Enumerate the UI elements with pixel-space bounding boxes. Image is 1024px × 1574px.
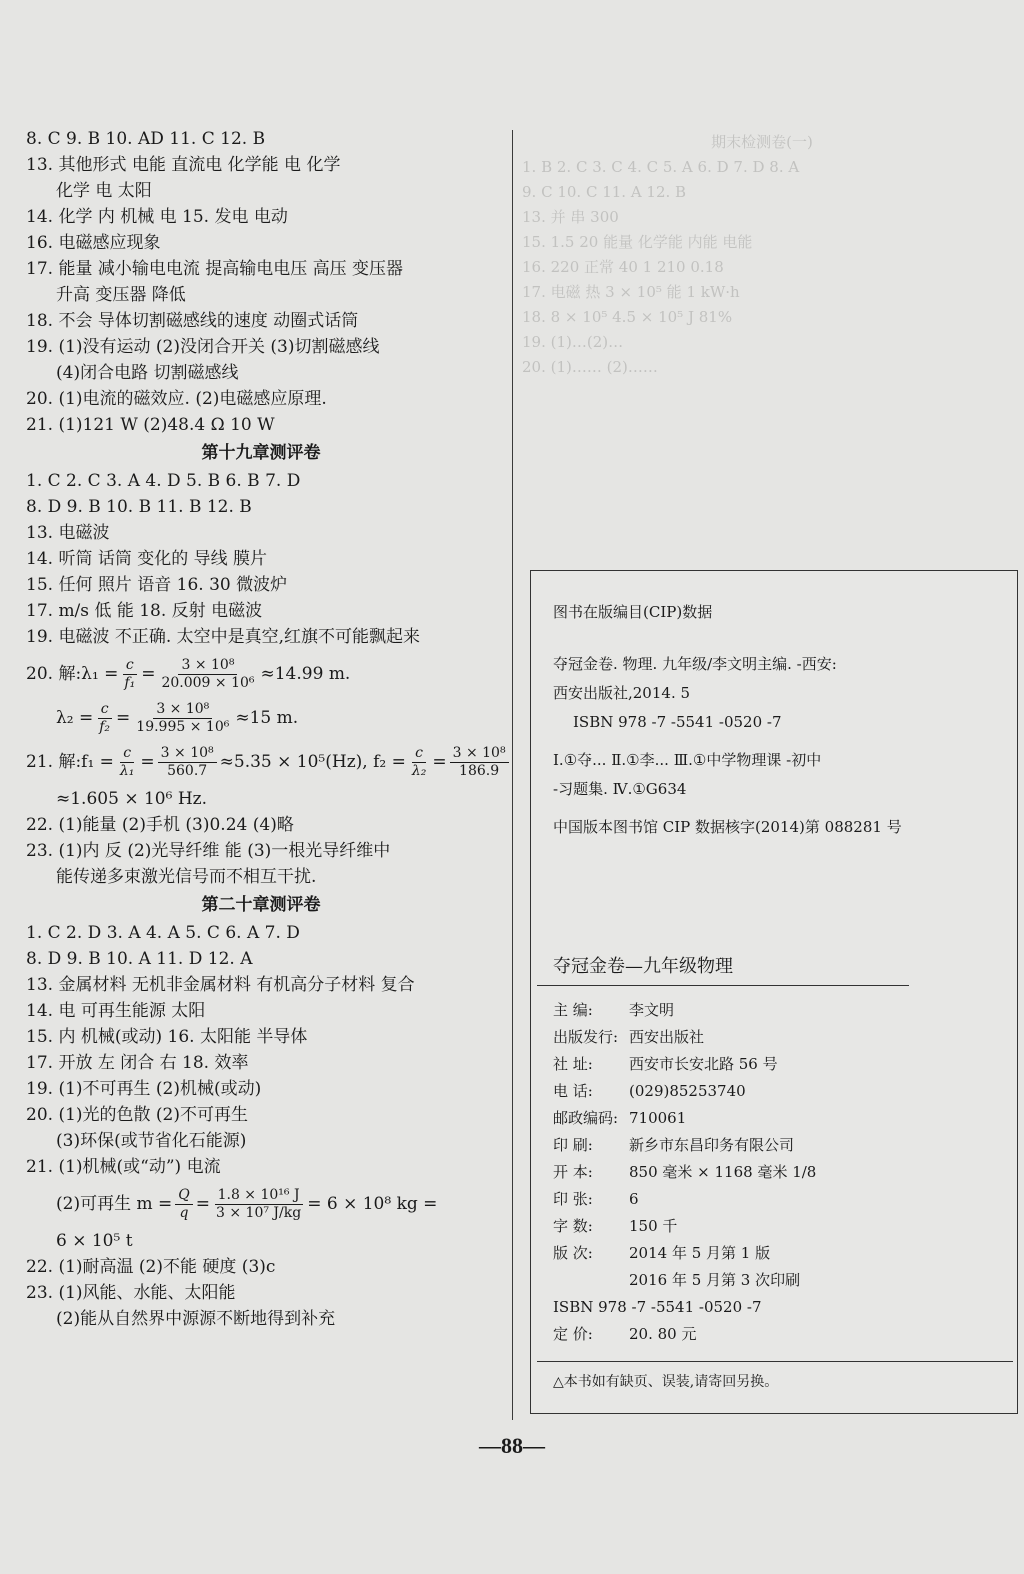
page-number: —88— xyxy=(479,1433,545,1458)
answer-line: 化学 电 太阳 xyxy=(56,181,152,201)
cip-data-box xyxy=(530,570,1018,1414)
print-run: 2016 年 5 月第 3 次印刷 xyxy=(629,1271,801,1289)
answer-line: 15. 任何 照片 语音 16. 30 微波炉 xyxy=(26,575,288,595)
meta-row: 社 址: 西安市长安北路 56 号 xyxy=(553,1055,778,1073)
answer-line: 6 × 10⁵ t xyxy=(56,1231,133,1251)
publication-details xyxy=(553,997,993,1348)
cip-body: 夺冠金卷. 物理. 九年级/李文明主编. -西安: 西安出版社,2014. 5 ISBN 978 -7 -5541 -0520 -7 Ⅰ.①夺... Ⅱ.①李... Ⅲ.①中学物理课 -初中 -习题集. Ⅳ.①G634 中国版本图书馆 CIP 数据核字(2014)第 088281 号 xyxy=(553,655,902,836)
meta-row: 开 本: 850 毫米 × 1168 毫米 1/8 xyxy=(553,1163,817,1181)
answer-line: 15. 内 机械(或动) 16. 太阳能 半导体 xyxy=(26,1027,308,1047)
answer-line: 21. (1)121 W (2)48.4 Ω 10 W xyxy=(26,415,275,435)
fraction: $\frac{\text{3 × 10⁸}}{\text{19.995 × 10⁶}}$ xyxy=(136,700,230,735)
answer-line: 19. (1)没有运动 (2)没闭合开关 (3)切割磁感线 xyxy=(26,337,380,357)
answer-line: 14. 化学 内 机械 电 15. 发电 电动 xyxy=(26,207,288,227)
meta-row: 电 话: (029)85253740 xyxy=(553,1082,746,1100)
fraction: $\frac{c}{\text{λ₂}}$ xyxy=(411,744,427,779)
answer-line: (3)环保(或节省化石能源) xyxy=(56,1131,247,1151)
bleed-through-text: 期末检测卷(一) 1. B 2. C 3. C 4. C 5. A 6. D 7. D 8. A 9. C 10. C 11. A 12. B 13. 并 串 300 15. 1.5 20 能量 化学能 内能 电能 16. 220 正常 40 1 210 0.18 17. 电磁 热 3 × 10⁵ 能 1 kW·h 18. 8 × 10⁵ 4.5 × 10⁵ J 81% 19. (1)…(2)… 20. (1)…… (2)…… xyxy=(522,133,813,376)
answer-line: ≈1.605 × 10⁶ Hz. xyxy=(56,789,207,809)
meta-row: 主 编: 李文明 xyxy=(553,1001,675,1019)
meta-row: 印 刷: 新乡市东昌印务有限公司 xyxy=(553,1136,795,1154)
answer-line: 17. m/s 低 能 18. 反射 电磁波 xyxy=(26,601,263,621)
fraction: $\frac{\text{3 × 10⁸}}{560.7}$ xyxy=(158,745,217,780)
answer-line: (2)能从自然界中源源不断地得到补充 xyxy=(56,1309,336,1329)
answer-line: 22. (1)能量 (2)手机 (3)0.24 (4)略 xyxy=(26,815,294,835)
answer-line: 升高 变压器 降低 xyxy=(56,285,186,305)
cip-title: 图书在版编目(CIP)数据 xyxy=(553,603,713,621)
meta-row: 出版发行: 西安出版社 xyxy=(553,1028,705,1046)
answer-line: 23. (1)内 反 (2)光导纤维 能 (3)一根光导纤维中 xyxy=(26,841,391,861)
replacement-notice: △本书如有缺页、误装,请寄回另换。 xyxy=(553,1374,779,1390)
chapter-heading-19: 第十九章测评卷 xyxy=(201,443,321,463)
answer-line: 13. 金属材料 无机非金属材料 有机高分子材料 复合 xyxy=(26,975,415,995)
fraction: $\frac{c}{\text{f₁}}$ xyxy=(124,656,136,691)
answer-line: 13. 其他形式 电能 直流电 化学能 电 化学 xyxy=(26,155,341,175)
formula-21-mass: (2)可再生 m = $\frac{Q}{q}$ = $\frac{\text{1.8 × 10¹⁶ J}}{\text{3 × 10⁷ J/kg}}$ = 6 × 10⁸ kg = xyxy=(56,1186,438,1221)
fraction: $\frac{Q}{q}$ xyxy=(175,1187,192,1222)
answer-line: 18. 不会 导体切割磁感线的速度 动圈式话筒 xyxy=(26,311,359,331)
answer-line: 17. 开放 左 闭合 右 18. 效率 xyxy=(26,1053,249,1073)
answer-line: 23. (1)风能、水能、太阳能 xyxy=(26,1283,236,1303)
answer-line: 20. (1)光的色散 (2)不可再生 xyxy=(26,1105,249,1125)
formula-21: 21. 解:f₁ = $\frac{c}{\text{λ₁}}$ = $\frac{\text{3 × 10⁸}}{560.7}$ ≈5.35 × 10⁵(Hz), f₂ = $\frac{c}{\text{λ₂}}$ = $\frac{\text{3 × 10⁸}}{186.9}$ xyxy=(26,742,496,782)
meta-row: 字 数: 150 千 xyxy=(553,1217,678,1235)
meta-row: 定 价: 20. 80 元 xyxy=(553,1325,697,1343)
answer-line: (4)闭合电路 切割磁感线 xyxy=(56,363,239,383)
answer-line: 8. C 9. B 10. AD 11. C 12. B xyxy=(26,129,266,149)
divider xyxy=(537,985,909,986)
book-title: 夺冠金卷—九年级物理 xyxy=(553,956,733,977)
formula-20b: λ₂ = $\frac{c}{\text{f₂}}$ = $\frac{\text{3 × 10⁸}}{\text{19.995 × 10⁶}}$ ≈15 m. xyxy=(56,700,299,735)
fraction: $\frac{\text{3 × 10⁸}}{186.9}$ xyxy=(450,745,509,780)
answer-line: 19. (1)不可再生 (2)机械(或动) xyxy=(26,1079,262,1099)
answer-column-left xyxy=(26,126,506,1332)
meta-row: 邮政编码: 710061 xyxy=(553,1109,687,1127)
answer-line: 1. C 2. D 3. A 4. A 5. C 6. A 7. D xyxy=(26,923,300,943)
answer-line: 21. (1)机械(或“动”) 电流 xyxy=(26,1157,221,1177)
fraction: $\frac{\text{1.8 × 10¹⁶ J}}{\text{3 × 10⁷ J/kg}}$ xyxy=(216,1186,302,1221)
fraction: $\frac{c}{\text{λ₁}}$ xyxy=(119,744,135,779)
meta-row: 印 张: 6 xyxy=(553,1190,639,1208)
fraction: $\frac{c}{\text{f₂}}$ xyxy=(99,700,111,735)
answer-line: 8. D 9. B 10. A 11. D 12. A xyxy=(26,949,253,969)
answer-line: 20. (1)电流的磁效应. (2)电磁感应原理. xyxy=(26,389,327,409)
answer-line: 1. C 2. C 3. A 4. D 5. B 6. B 7. D xyxy=(26,471,301,491)
meta-row: 版 次: 2014 年 5 月第 1 版 xyxy=(553,1244,771,1262)
answer-line: 16. 电磁感应现象 xyxy=(26,233,161,253)
formula-20a: 20. 解:λ₁ = $\frac{c}{\text{f₁}}$ = $\frac{\text{3 × 10⁸}}{\text{20.009 × 10⁶}}$ ≈14.99 m. xyxy=(26,656,351,691)
answer-line: 8. D 9. B 10. B 11. B 12. B xyxy=(26,497,252,517)
answer-line: 能传递多束激光信号而不相互干扰. xyxy=(56,867,317,887)
answer-line: 13. 电磁波 xyxy=(26,523,110,543)
chapter-heading-20: 第二十章测评卷 xyxy=(201,895,321,915)
fraction: $\frac{\text{3 × 10⁸}}{\text{20.009 × 10⁶}}$ xyxy=(161,656,255,691)
divider xyxy=(537,1361,1013,1362)
answer-line: 22. (1)耐高温 (2)不能 硬度 (3)c xyxy=(26,1257,276,1277)
answer-line: 14. 电 可再生能源 太阳 xyxy=(26,1001,206,1021)
answer-line: 14. 听筒 话筒 变化的 导线 膜片 xyxy=(26,549,268,569)
answer-line: 17. 能量 减小输电电流 提高输电电压 高压 变压器 xyxy=(26,259,404,279)
answer-line: 19. 电磁波 不正确. 太空中是真空,红旗不可能飘起来 xyxy=(26,627,421,647)
isbn: ISBN 978 -7 -5541 -0520 -7 xyxy=(553,1298,762,1316)
column-divider xyxy=(512,130,513,1420)
